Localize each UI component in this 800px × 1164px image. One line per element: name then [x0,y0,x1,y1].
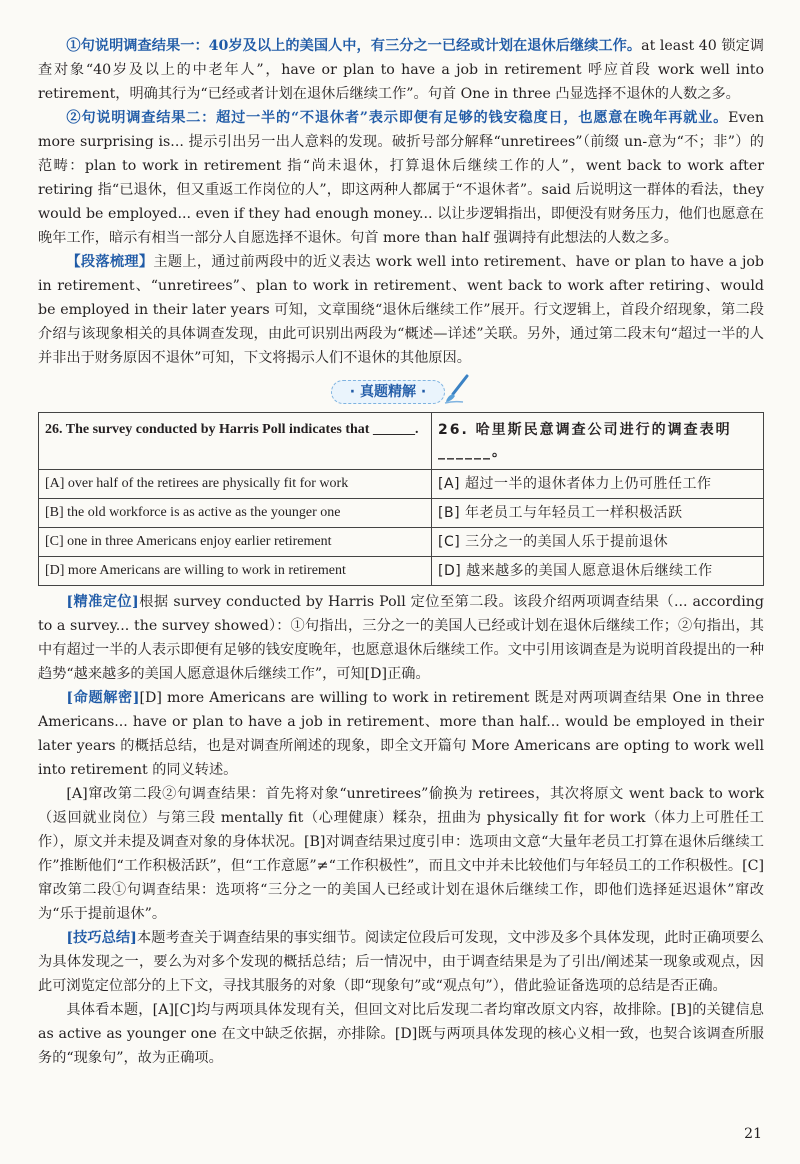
paragraph-finding-two [38,106,764,250]
option-row [39,557,764,586]
distractors-text: [A]窜改第二段②句调查结果：首先将对象“unretirees”偷换为 retirees，其次将原文 went back to work（返回就业岗位）与第三段 mentally fit（心理健康）糅杂，扭曲为 physically fit for work（体力上可胜任工作），原文并未提及调查对象的身体状况。[B]对调查结果过度引申：选项由文意“大量年老员工打算在退休后继续工作”推断他们“工作积极活跃”，但“工作意愿”≠“工作积极性”，而且文中并未比较他们与年轻员工的工作积极性。[C]窜改第二段①句调查结果：选项将“三分之一的美国人已经或计划在退休后继续工作，即他们选择延迟退休”窜改为“乐于提前退休”。 [38,786,764,922]
locate-text: 根据 survey conducted by Harris Poll 定位至第二段。该段介绍两项调查结果（... according to a survey... the survey showed）：①句指出，三分之一的美国人已经或计划在退休后继续工作；②句指出，其中有超过一半的人表示即便有足够的钱安度晚年，也愿意退休后继续工作。文中引用该调查是为说明首段提出的一种趋势“越来越多的美国人愿意退休后继续工作”，可知[D]正确。 [38,594,764,682]
option-en: [D] more Americans are willing to work in retirement [39,557,432,586]
question-table [38,412,764,586]
paragraph-technique [38,926,764,998]
paragraph-decode [38,686,764,782]
locate-label: [精准定位] [66,594,139,610]
paragraph-summary [38,250,764,370]
finding-two-text: Even more surprising is... 提示引出另一出人意料的发现。破折号部分解释“unretirees”（前缀 un-意为“不；非”）的范畴：plan to work in retirement 指“尚未退休，打算退休后继续工作的人”，went back to work after retiring 指“已退休，但又重返工作岗位的人”，即这两种人都属于“不退休者”。said 后说明这一群体的看法，they would be employed... even if they had enough money... 以让步逻辑指出，即便没有财务压力，他们也愿意在晚年工作，暗示有相当一部分人自愿选择不退休。句首 more than half 强调持有此想法的人数之多。 [38,110,764,246]
section-title-bar [331,378,471,404]
page-number: 21 [744,1126,762,1142]
finding-one-text: at least 40 锁定调查对象“40岁及以上的中老年人”，have or plan to have a job in retirement 呼应首段 work well into retirement，明确其行为“已经或者计划在退休后继续工作”。句首 One in three 凸显选择不退休的人数之多。 [38,38,764,102]
brush-icon [443,374,471,404]
paragraph-finding-one [38,34,764,106]
summary-label: 【段落梳理】 [66,254,154,270]
option-row [39,470,764,499]
decode-text: [D] more Americans are willing to work in retirement 既是对两项调查结果 One in three Americans... have or plan to have a job in retirement、more than half... would be employed in their later years 的概括总结，也是对调查所阐述的现象，即全文开篇句 More Americans are opting to work well into retirement 的同义转述。 [38,690,764,778]
option-zh: [A] 超过一半的退休者体力上仍可胜任工作 [432,470,764,499]
technique-text: 本题考查关于调查结果的事实细节。阅读定位段后可发现，文中涉及多个具体发现，此时正确项要么为具体发现之一，要么为对多个发现的概括总结；后一情况中，由于调查结果是为了引出/阐述某一现象或观点，因此可浏览定位部分的上下文，寻找其服务的对象（即“现象句”或“观点句”），借此验证备选项的总结是否正确。 [38,930,764,994]
page-content [38,34,764,1070]
question-stem-zh: 26. 哈里斯民意调查公司进行的调查表明______。 [432,413,764,470]
option-en: [C] one in three Americans enjoy earlier retirement [39,528,432,557]
option-zh: [B] 年老员工与年轻员工一样积极活跃 [432,499,764,528]
paragraph-locate [38,590,764,686]
finding-two-label: ②句说明调查结果二：超过一半的“不退休者”表示即便有足够的钱安稳度日，也愿意在晚年再就业。 [66,110,729,126]
option-zh: [D] 越来越多的美国人愿意退休后继续工作 [432,557,764,586]
technique-label: [技巧总结] [66,930,137,946]
paragraph-distractors [38,782,764,926]
option-zh: [C] 三分之一的美国人乐于提前退休 [432,528,764,557]
question-stem-row [39,413,764,470]
question-stem-en: 26. The survey conducted by Harris Poll indicates that ______. [39,413,432,470]
finding-one-label: ①句说明调查结果一：40岁及以上的美国人中，有三分之一已经或计划在退休后继续工作。 [66,38,642,54]
summary-text: 主题上，通过前两段中的近义表达 work well into retirement、have or plan to have a job in retirement、“unretirees”、plan to work in retirement、went back to work after retiring、would be employed in their later years 可知，文章围绕“退休后继续工作”展开。行文逻辑上，首段介绍现象，第二段介绍与该现象相关的具体调查发现，由此可识别出两段为“概述—详述”关联。另外，通过第二段末句“超过一半的人并非出于财务原因不退休”可知，下文将揭示人们不退休的其他原因。 [38,254,764,366]
paragraph-conclusion [38,998,764,1070]
option-row [39,499,764,528]
option-en: [A] over half of the retirees are physically fit for work [39,470,432,499]
conclusion-text: 具体看本题，[A][C]均与两项具体发现有关，但回文对比后发现二者均窜改原文内容，故排除。[B]的关键信息 as active as younger one 在文中缺乏依据，亦排除。[D]既与两项具体发现的核心义相一致，也契合该调查所服务的“现象句”，故为正确项。 [38,1002,764,1066]
decode-label: [命题解密] [66,690,140,706]
option-row [39,528,764,557]
option-en: [B] the old workforce is as active as the younger one [39,499,432,528]
section-title: · 真题精解 · [331,380,445,404]
